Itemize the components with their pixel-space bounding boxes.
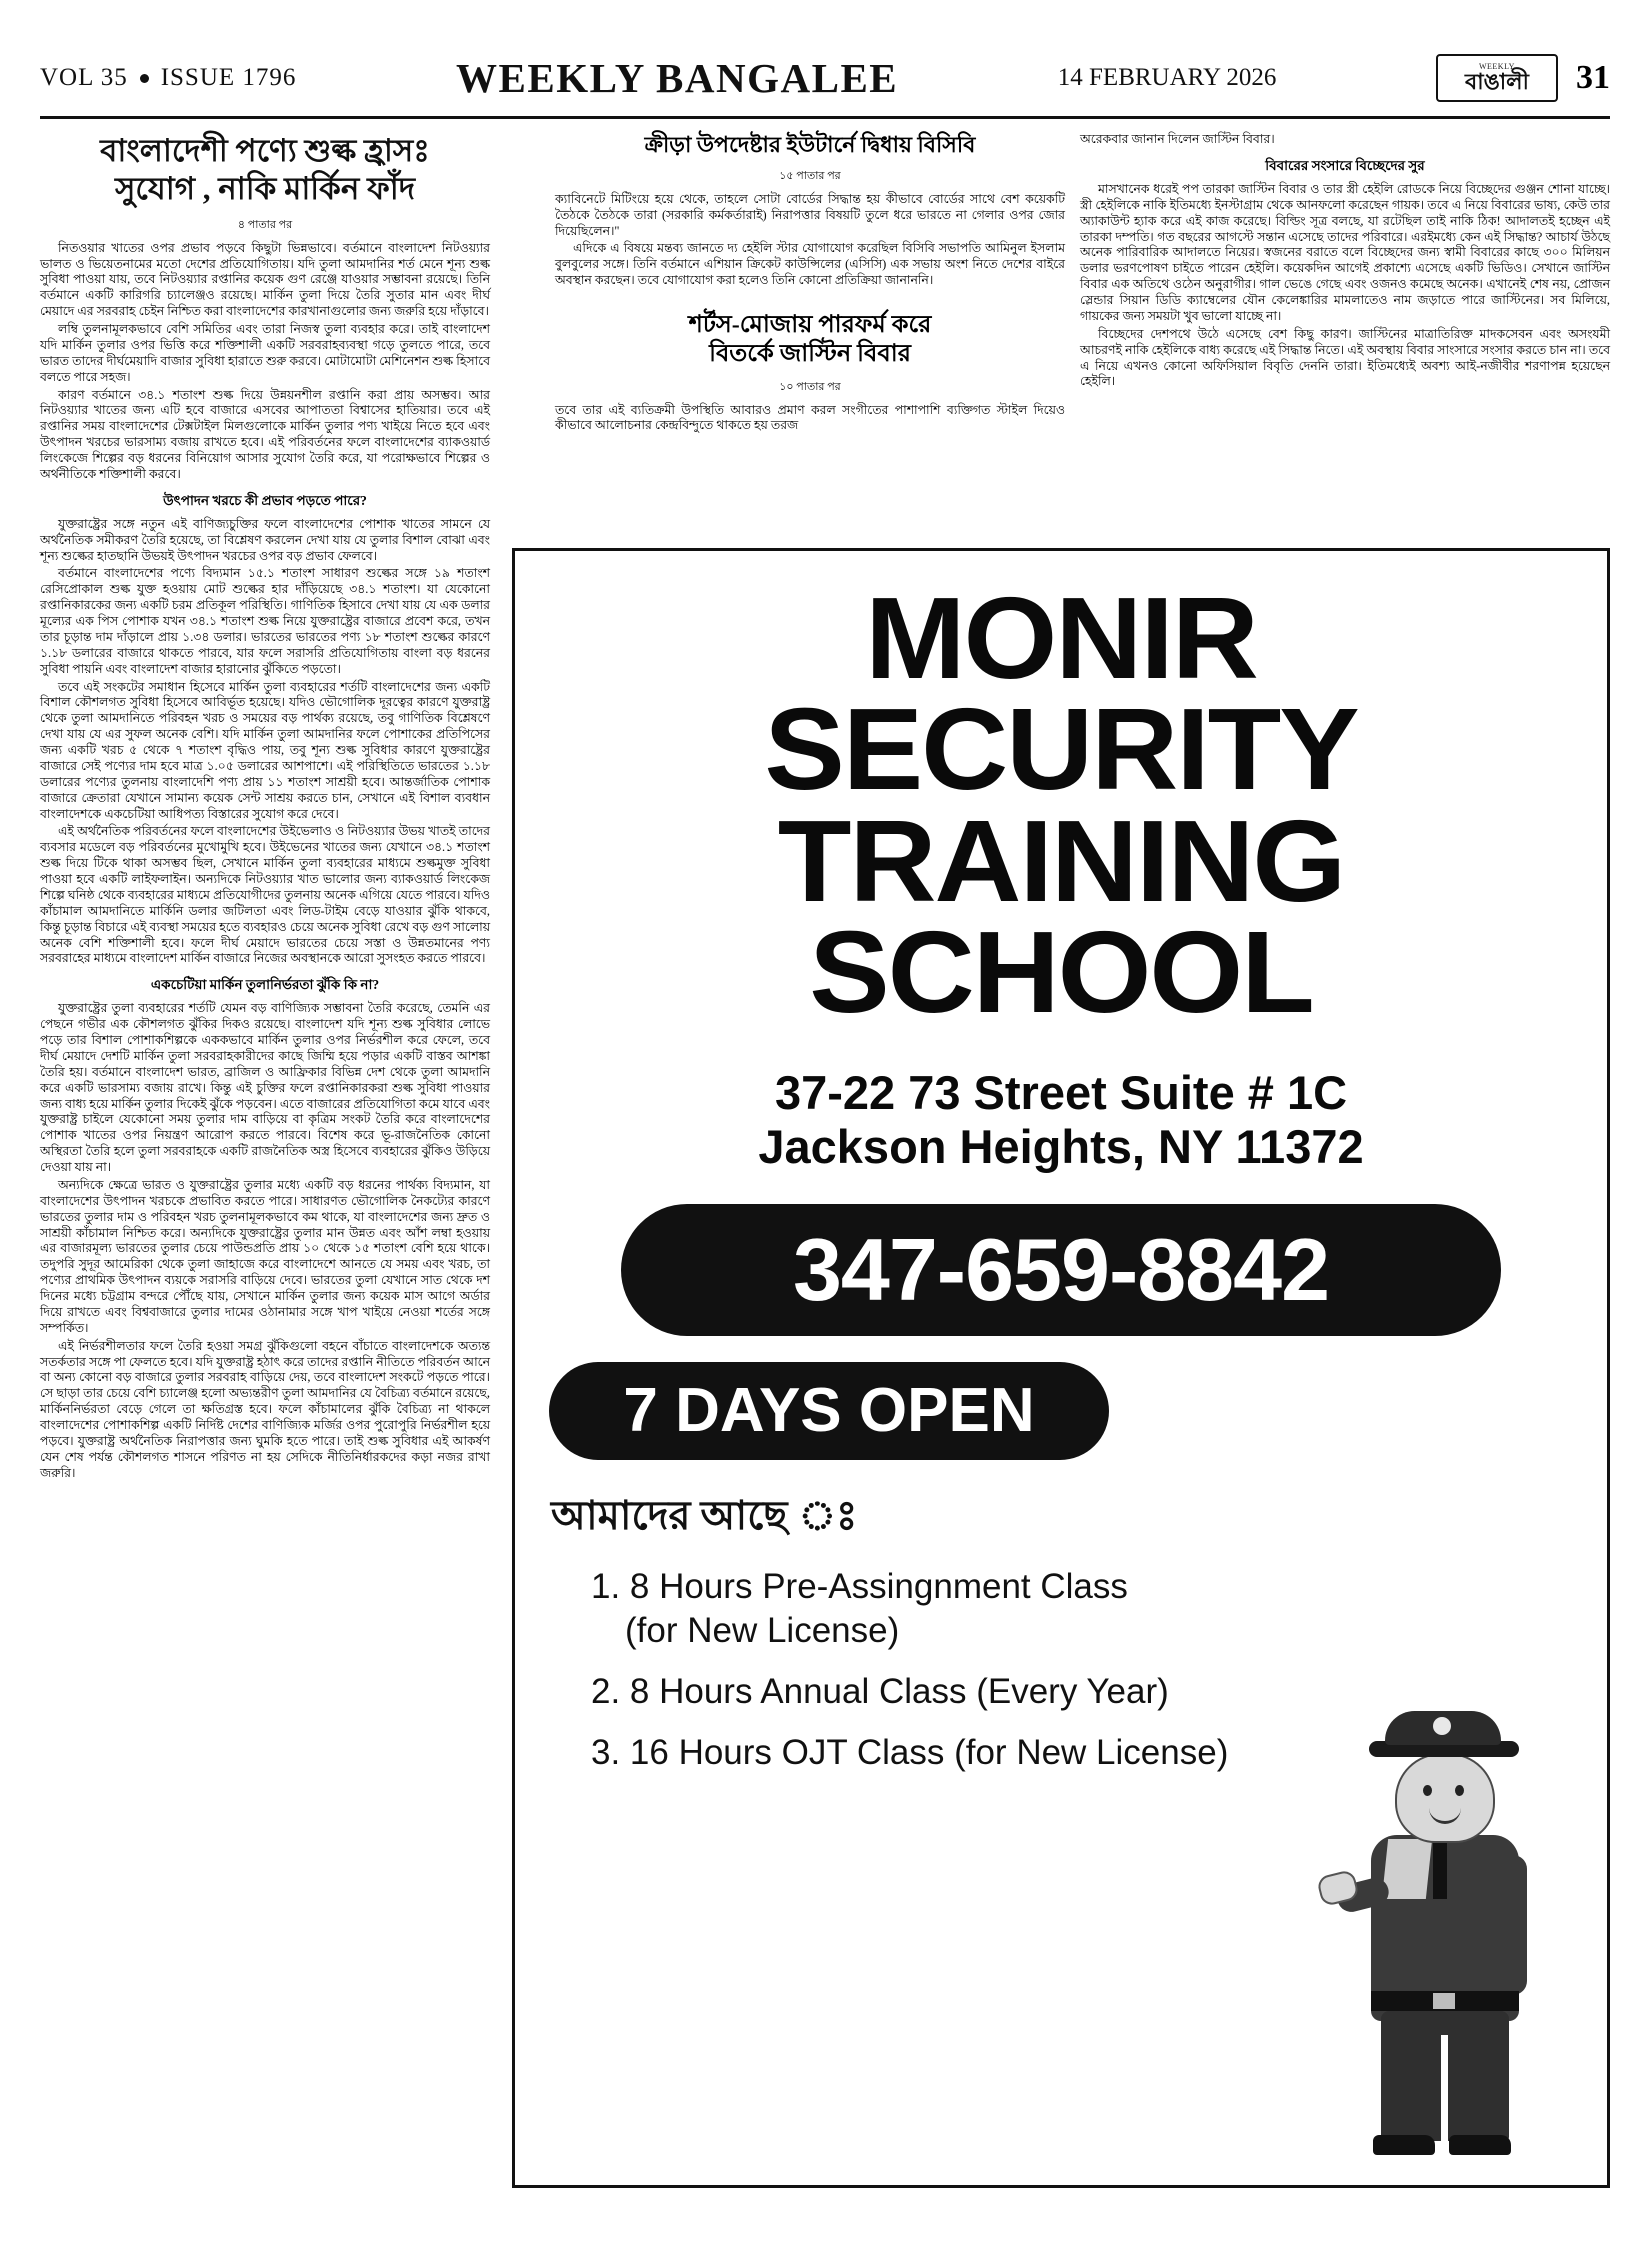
ad-phone-badge[interactable] (621, 1204, 1501, 1336)
left-paragraph: অন্যদিকে ক্ষেত্রে ভারত ও যুক্তরাষ্ট্রের তুলার মধ্যে একটি বড় ধরনের পার্থক্য বিদ্যমান, যা বাংলাদেশের উৎপাদন খরচকে প্রভাবিত করতে পারে। সাধারণত ভৌগোলিক নৈকট্যের কারণে ভারতের তুলার দাম ও পরিবহন খরচ তুলনামূলকভাবে কম থাকে, যা বাংলাদেশের জন্য দ্রুত ও সাশ্রয়ী কাঁচামাল নিশ্চিত করে। অন্যদিকে যুক্তরাষ্ট্রের তুলার মান উন্নত এবং আঁশ লম্বা হওয়ায় এর বাজারমূল্য ভারতের তুলার চেয়ে পাউন্ডপ্রতি প্রায় ১০ থেকে ১৫ শতাংশ বেশি হয়ে থাকে। তদুপরি সুদূর আমেরিকা থেকে তুলা জাহাজে করে বাংলাদেশে আনতে যে সময় এবং খরচ, তা পণ্যের প্রাথমিক উৎপাদন ব্যয়কে সরাসরি বাড়িয়ে দেবে। ভারতের তুলা যেখানে সাত থেকে দশ দিনের মধ্যে চট্টগ্রাম বন্দরে পৌঁছে যায়, সেখানে মার্কিন তুলার জন্য কয়েক মাস আগে অর্ডার দিয়ে রাখতে এবং বিশ্ববাজারে তুলার দামের ওঠানামার সঙ্গে খাপ খাইয়ে নেওয়া শর্তের সঙ্গে সম্পর্কিত। (40, 1177, 490, 1335)
article-column-left (40, 132, 490, 1484)
course-title: 3. 16 Hours OJT Class (for New License) (591, 1732, 1229, 1772)
middle-article-jumpline-2: ১০ পাতার পর (779, 380, 841, 393)
headline-2-line-2: বিতর্কে জাস্টিন বিবার (709, 341, 911, 368)
officer-cap-badge-icon (1433, 1717, 1451, 1735)
officer-belt-buckle (1433, 1993, 1455, 2009)
masthead-right (1436, 54, 1610, 102)
middle-paragraph: ক্যাবিনেটে মিটিংয়ে হয়ে থেকে, তাহলে সোটা বোর্ডের সিদ্ধান্ত হয় কীভাবে বোর্ডের সাথে বেশ কয়েকটি তৈঠকে তৈঠকে তারা (সরকারি কর্মকর্তারাই) নিরাপত্তার বিষয়টি তুলে ধরে ভারতে না গেলার ওপর জোর দিয়েছিলেন।" (555, 191, 1065, 238)
masthead (40, 50, 1610, 106)
right-paragraph: মাসখানেক ধরেই পপ তারকা জাস্টিন বিবার ও তার স্ত্রী হেইলি রোডকে নিয়ে বিচ্ছেদের গুঞ্জন শোনা যাচ্ছে। স্ত্রী হেইলিকে নাকি ইতিমধ্যে ইনস্টাগ্রাম থেকে আনফলো করেছেন গায়ক। তবে এ নিয়ে বিবারের ভাষ্য, কেউ তার অ্যাকাউন্ট হ্যাক করে এই কাজ করেছে। বিল্ডিং সূত্র বলছে, যা রটেছিল তাই নাকি ঠিক! আদালতই হচ্ছেন এই তারকা দম্পতি। গত বছরের আগস্টে সন্তান এসেছে তাদের পরিবারে। এরইমধ্যে কেন এই সিদ্ধান্ত? আচার্য উঠছে অনেক পারিবারিক আদালতে নিয়ের। স্বজনের বরাতে বলে বিচ্ছেদের জন্য স্বামী বিবারের কাছে ৩০০ মিলিয়ন ডলার ভরণপোষণ চাইতে পারেন হেইলি। কয়েকদিন আগেই প্রকাশ্যে এসেছে একটি ভিডিও। সেখানে জাস্টিন বিবার এক অতিথে ওঠেন অনুরাগীর। গাল ভেঙে গেছে এবং ওজনও কমেছে অনেক। এখানেই শেষ নয়, প্রোজন স্লেন্ডার সিয়ান ডিডি ক্যাম্বেলের যৌন কেলেঙ্কারির মামলাতেও নাম জড়াতে পারে জাস্টিনের। সব মিলিয়ে, গায়কের জন্য সময়টা খুব ভালো যাচ্ছে না। (1080, 181, 1610, 323)
left-paragraph: এই নির্ভরশীলতার ফলে তৈরি হওয়া সমগ্র ঝুঁকিগুলো বহনে বাঁচাতে বাংলাদেশকে অত্যন্ত সতর্কতার সঙ্গে পা ফেলতে হবে। যদি যুক্তরাষ্ট্র হঠাৎ করে তাদের রপ্তানি নীতিতে পরিবর্তন আনে বা অন্য কোনো বড় বাজারে তুলার সরবরাহ বাড়িয়ে দেয়, তবে বাংলাদেশ সংকটে পড়তে পারে। সে ছাড়া তার চেয়ে বেশি চ্যালেঞ্জ হলো অভ্যন্তরীণ তুলা আমদানির যে বৈচিত্র্য বর্তমানে রয়েছে, মার্কিননির্ভরতা বেড়ে গেলে তা ক্ষতিগ্রস্ত হবে। ফলে কাঁচামালের ঝুঁকি বৈচিত্র্য না থাকলে বাংলাদেশের পোশাকশিল্প একটি নির্দিষ্ট দেশের বাণিজ্যিক মর্জির ওপর পুরোপুরি নির্ভরশীল হয়ে পড়বে। যুক্তরাষ্ট্র অর্থনৈতিক নিরাপত্তার জন্য ঘুমকি হতে পারে। তাই শুল্ক সুবিধার এই আকর্ষণ যেন শেষ পর্যন্ত কৌশলগত শাসনে পরিণত না হয় সেদিকে নীতিনির্ধারকদের কড়া নজর রাখা জরুরি। (40, 1338, 490, 1480)
officer-right-shoe (1449, 2135, 1511, 2155)
officer-tie (1433, 1843, 1447, 1899)
ad-title-line-2: SECURITY (764, 684, 1358, 815)
ad-open-text: 7 DAYS OPEN (623, 1376, 1035, 1446)
right-paragraph: অরেকবার জানান দিলেন জাস্টিন বিবার। (1080, 132, 1275, 146)
course-title: 2. 8 Hours Annual Class (Every Year) (591, 1672, 1169, 1712)
headline-2-line-1: শর্টস-মোজায় পারফর্ম করে (688, 312, 932, 339)
middle-paragraph: এদিকে এ বিষয়ে মন্তব্য জানতে দ্য হেইলি স্টার যোগাযোগ করেছিল বিসিবি সভাপতি আমিনুল ইসলাম বুলবুলের সঙ্গে। তিনি বর্তমানে এশিয়ান ক্রিকেট কাউন্সিলের (এসিসি) এক সভায় অংশ নিতে দেশের বাইরে অবস্থান করছেন। তবে যোগাযোগ করা হলেও তিনি কোনো প্রতিক্রিয়া জানাননি। (555, 241, 1065, 288)
publication-title: WEEKLY BANGALEE (456, 55, 899, 101)
right-paragraph: বিচ্ছেদের দেশপথে উঠে এসেছে বেশ কিছু কারণ। জাস্টিনের মাত্রাতিরিক্ত মাদকসেবন এবং অসংযমী আচরণই নাকি হেইলিকে বাধ্য করেছে এই সিদ্ধান্ত নিতে। এই অবস্থায় বিবার সাংসারে সংসার করতে চান না। তবে এ নিয়ে এখনও কোনো অফিসিয়াল বিবৃতি দেননি তারা। ইতিমধ্যেই অবশ্য আই-নজীবীর শরণাপন্ন হয়েছেন হেইলি। (1080, 326, 1610, 389)
ad-address-line-1: 37-22 73 Street Suite # 1C (774, 1066, 1348, 1120)
middle-article-headline-2 (555, 311, 1065, 370)
ad-address-line-2: Jackson Heights, NY 11372 (758, 1120, 1364, 1174)
masthead-volume-issue (40, 64, 296, 92)
list-item (591, 1670, 1291, 1715)
officer-left-shoe (1373, 2135, 1435, 2155)
logo-bangla-text: বাঙালী (1465, 69, 1529, 94)
officer-left-eye (1423, 1785, 1432, 1796)
ad-address (515, 1066, 1607, 1173)
article-column-right (1080, 132, 1610, 392)
bullet-separator-icon (140, 74, 149, 83)
officer-head (1395, 1753, 1495, 1843)
officer-shirt (1382, 1839, 1432, 1899)
officer-right-eye (1455, 1785, 1464, 1796)
left-paragraph: নিতওয়ার খাতের ওপর প্রভাব পড়বে কিছুটা ভিন্নভাবে। বর্তমানে বাংলাদেশ নিটওয়্যার ভালত ও ভিয়েতনামের মতো দেশের প্রতিযোগিতায়। যদি তুলা আমদানির শর্ত মেনে শূন্য শুল্ক সুবিধা পাওয়া যায়, তবে নিটওয়্যার রপ্তানির কয়েক গুণ রেঞ্জে যাওয়ার সম্ভাবনা রয়েছে। তিনি বর্তমানে একটি কারিগরি চ্যালেঞ্জও রয়েছে। মার্কিন তুলা দিয়ে তৈরি সুতার মান এবং দীর্ঘ মেয়াদে এর সরবরাহ চেইন নিশ্চিত করা বাংলাদেশের কারখানাগুলোর জন্য জরুরি হয়ে দাঁড়াবে। (40, 240, 490, 319)
logo-english-text: WEEKLY (1478, 62, 1515, 71)
ad-title (512, 573, 1610, 1038)
publication-date: 14 FEBRUARY 2026 (1057, 64, 1277, 91)
left-paragraph: কারণ বর্তমানে ৩৪.১ শতাংশ শুল্ক দিয়ে উন্নয়নশীল রপ্তানি করা প্রায় অসম্ভব। আর নিটওয়্যার খাতের জন্য এটি হবে বাজারে এসবের আপাততা বিশ্বাসের হাতিয়ার। তবে এই রপ্তানির সময় বাংলাদেশের টেক্সটাইল মিলগুলোকে মার্কিন তুলার পণ্য খাইয়ে নিতে হবে এবং উৎপাদন খরচের ভারসাম্য বজায় রাখতে হবে। এই পরিবর্তনের ফলে বাংলাদেশের ব্যাকওয়ার্ড লিংকেজে শিল্পের বড় ধরনের বিনিয়োগ আসার সুযোগ তৈরি করে, যা পরোক্ষভাবে শিল্পের ও অর্থনীতিকে শক্তিশালী করবে। (40, 387, 490, 481)
left-article-headline (40, 132, 490, 208)
course-subtitle: (for New License) (625, 1611, 900, 1651)
page-number: 31 (1575, 59, 1610, 96)
security-officer-illustration (1329, 1705, 1589, 2175)
list-item (591, 1565, 1291, 1655)
ad-phone-number: 347-659-8842 (792, 1219, 1330, 1319)
middle-article-headline: ক্রীড়া উপদেষ্টার ইউটার্নে দ্বিধায় বিসিবি (644, 132, 976, 157)
left-paragraph: তবে এই সংকটের সমাধান হিসেবে মার্কিন তুলা ব্যবহারের শর্তটি বাংলাদেশের জন্য একটি বিশাল কৌশলগত সুবিধা হিসেবে আবির্ভূত হয়েছে। যদিও ভৌগোলিক দূরত্বের কারণে যুক্তরাষ্ট্র থেকে তুলা আমদানিতে পরিবহন খরচ ও সময়ের বড় পার্থক্য রয়েছে, তবু গাণিতিক বিশ্লেষণে দেখা যায় যে এর সুফল অনেক বেশি। যদি মার্কিন তুলা আমদানির ফলে পোশাকের প্রতিপিসের জন্য একটি খরচ ৫ থেকে ৭ শতাংশ বৃদ্ধিও পায়, তবু শূন্য শুল্ক সুবিধার কারণে যুক্তরাষ্ট্রের বাজারে সেই পণ্যের দাম হবে মাত্র ১.০৫ ডলারের আশপাশে। এই পরিস্থিতিতে ভারতের ১.১৮ ডলারের পণ্যের তুলনায় বাংলাদেশি পণ্য প্রায় ১১ শতাংশ সাশ্রয়ী হবে। আন্তর্জাতিক পোশাক বাজারে ক্রেতারা যেখানে সামান্য কয়েক সেন্ট সাশ্রয় করতে চান, সেখানে এই বিশাল ব্যবধান বাংলাদেশকে একচেটিয়া আধিপত্য বিস্তারের সুযোগ করে দেবে। (40, 679, 490, 821)
publication-logo (1436, 54, 1558, 102)
left-paragraph: এই অর্থনৈতিক পরিবর্তনের ফলে বাংলাদেশের উইভেলাও ও নিটওয়্যার উভয় খাতই তাদের ব্যবসার মডেলে বড় পরিবর্তনের মুখোমুখি হবে। উইভেনের খাতের জন্য যেখানে ৩৪.১ শতাংশ শুল্ক দিয়ে টিকে থাকা অসম্ভব ছিল, সেখানে মার্কিন তুলা ব্যবহারের মাধ্যমে শুল্কমুক্ত সুবিধা পাওয়া হবে একটি লাইফলাইন। অন্যদিকে নিটওয়্যার খাত ভালোর জন্য ব্যাকওয়ার্ড লিংকেজ শিল্পে ঘনিষ্ঠ থেকে ব্যবহারের মাধ্যমে প্রতিযোগীদের তুলনায় অনেক এগিয়ে যেতে পারবে। যদিও কাঁচামাল আমদানিতে মার্কিনি ডলার জটিলতা এবং লিড-টাইম বেড়ে যাওয়ার ঝুঁকি থাকবে, কিন্তু চূড়ান্ত বিচারে এই ব্যবস্থা সময়ের হতে ব্যবহারও চেয়ে অনেক সুবিধা রেখে বড় গুণ সালোয় অনেক বেশি শক্তিশালী হবে। ফলে দীর্ঘ মেয়াদে ভারতের চেয়ে সস্তা ও উন্নতমানের পণ্য সরবরাহের মাধ্যমে বাংলাদেশ মার্কিন বাজারে নিজের অবস্থানকে আরো সুসংহত করতে পারবে। (40, 824, 490, 966)
middle-paragraph: তবে তার এই ব্যতিক্রমী উপস্থিতি আবারও প্রমাণ করল সংগীতের পাশাপাশি ব্যক্তিগত স্টাইল দিয়েও কীভাবে আলোচনার কেন্দ্রবিন্দুতে থাকতে হয় তরজ (555, 402, 1065, 433)
left-paragraph: যুক্তরাষ্ট্রের সঙ্গে নতুন এই বাণিজ্যচুক্তির ফলে বাংলাদেশের পোশাক খাতের সামনে যে অর্থনৈতিক সমীকরণ তৈরি হয়েছে, তা বিশ্লেষণ করলেন দেখা যায় যে তুলার বিশাল বোঝা এবং শূন্য শুল্কের হাতছানি উভয়ই উৎপাদন খরচের ওপর বড় প্রভাব ফেলবে। (40, 516, 490, 563)
right-subheading: বিবারের সংসারে বিচ্ছেদের সুর (1265, 157, 1425, 173)
course-title: 1. 8 Hours Pre-Assingnment Class (591, 1566, 1128, 1606)
left-subheading-2: একচেটিয়া মার্কিন তুলানির্ভরতা ঝুঁকি কি না? (150, 977, 380, 993)
ad-course-list (551, 1565, 1291, 1776)
ad-open-badge (549, 1362, 1109, 1460)
masthead-divider (40, 116, 1610, 119)
headline-line-2: সুযোগ , নাকি মার্কিন ফাঁদ (114, 170, 416, 206)
list-item (591, 1731, 1291, 1776)
volume-label: VOL 35 (40, 64, 128, 91)
advertisement-monir-security-training-school[interactable] (512, 548, 1610, 2188)
middle-article-jumpline: ১৫ পাতার পর (779, 169, 841, 182)
left-paragraph: লম্বি তুলনামূলকভাবে বেশি সমিতির এবং তারা নিজস্ব তুলা ব্যবহার করে। তাই বাংলাদেশ যদি মার্কিন তুলার ওপর ভিত্তি করে শক্তিশালী একটি সরবরাহব্যবস্থা গড়ে তুলতে পারে, তবে ভারত তাদের দীর্ঘমেয়াদি বাজার সুবিধা হারাতে শুরু করবে। মোটামোটা মেশিনেশন শুল্ক হিসাবে বলতে পারে সহজ। (40, 322, 490, 384)
officer-leg-gap (1441, 2035, 1448, 2141)
issue-label: ISSUE 1796 (160, 64, 297, 91)
left-paragraph: বর্তমানে বাংলাদেশের পণ্যে বিদ্যমান ১৫.১ শতাংশ সাধারণ শুল্কের সঙ্গে ১৯ শতাংশ রেসিপ্রোকাল শুল্ক যুক্ত হওয়ায় মোট শুল্কের হার দাঁড়িয়েছে ৩৪.১ শতাংশ। যা যেকোনো রপ্তানিকারকের জন্য একটি চরম প্রতিকূল পরিস্থিতি। গাণিতিক হিসাবে দেখা যায় যে এক ডলার মূল্যের এক পিস পোশাক যখন ৩৪.১ শতাংশ শুল্ক নিয়ে যুক্তরাষ্ট্রের বাজারে প্রবেশ করে, তখন তার চূড়ান্ত দাম দাঁড়ালে প্রায় ১.৩৪ ডলার। ভারতের ভারতের পণ্য ১৮ শতাংশ শুল্কের কারণে ১.১৮ ডলারের বাজারে থাকতে পারবে, যার ফলে সরাসরি প্রতিযোগিতায় বাংলা বড় ধরনের সুবিধা পায়নি এবং বাংলাদেশ বাজার হারানোর ঝুঁকিতে পড়তো। (40, 566, 490, 676)
officer-smile (1429, 1807, 1461, 1824)
article-column-middle (555, 132, 1065, 436)
left-article-jumpline: ৪ পাতার পর (237, 218, 293, 231)
left-subheading-1: উৎপাদন খরচে কী প্রভাব পড়তে পারে? (163, 492, 367, 508)
ad-offer-heading: আমাদের আছে ঃ (551, 1492, 858, 1538)
headline-line-1: বাংলাদেশী পণ্যে শুল্ক হ্রাসঃ (100, 133, 430, 168)
ad-title-line-3: TRAINING (777, 795, 1345, 926)
left-paragraph: যুক্তরাষ্ট্রের তুলা ব্যবহারের শর্তটি যেমন বড় বাণিজ্যিক সম্ভাবনা তৈরি করেছে, তেমনি এর পেছনে গভীর এক কৌশলগত ঝুঁকির দিকও রয়েছে। বাংলাদেশ যদি শূন্য শুল্ক সুবিধার লোভে পড়ে তার বিশাল পোশাকশিল্পকে এককভাবে মার্কিন তুলার ওপর নির্ভরশীল করে ফেলে, তবে দীর্ঘ মেয়াদে দেশটি মার্কিন তুলা সরবরাহকারীদের কাছে জিম্মি হয়ে পড়ার একটি বাস্তব আশঙ্কা তৈরি হয়। বর্তমানে বাংলাদেশ ভারত, ব্রাজিল ও আফ্রিকার বিভিন্ন দেশ থেকে তুলা আমদানি করে একটি ভারসাম্য বজায় রাখে। কিন্তু এই চুক্তির ফলে রপ্তানিকারকরা শুল্ক সুবিধা পাওয়ার জন্য বাধ্য হয়ে মার্কিন তুলার দিকেই ঝুঁকে পড়বেন। এতে বাজারের প্রতিযোগিতা কমে যাবে এবং যুক্তরাষ্ট্র চাইলে যেকোনো সময় তুলার দাম বাড়িয়ে বা কৃত্রিম সংকট তৈরি করে বাংলাদেশের পোশাক খাতের ওপর নিয়ন্ত্রণ আরোপ করতে পারবে। বিশেষ করে ভূ-রাজনৈতিক কোনো অস্থিরতা তৈরি হলে তুলা সরবরাহকে একটি রাজনৈতিক অস্ত্র হিসেবে ব্যবহারের ঝুঁকিও উড়িয়ে দেওয়া যায় না। (40, 1001, 490, 1174)
ad-title-line-4: SCHOOL (809, 907, 1313, 1038)
ad-title-line-1: MONIR (865, 573, 1257, 703)
